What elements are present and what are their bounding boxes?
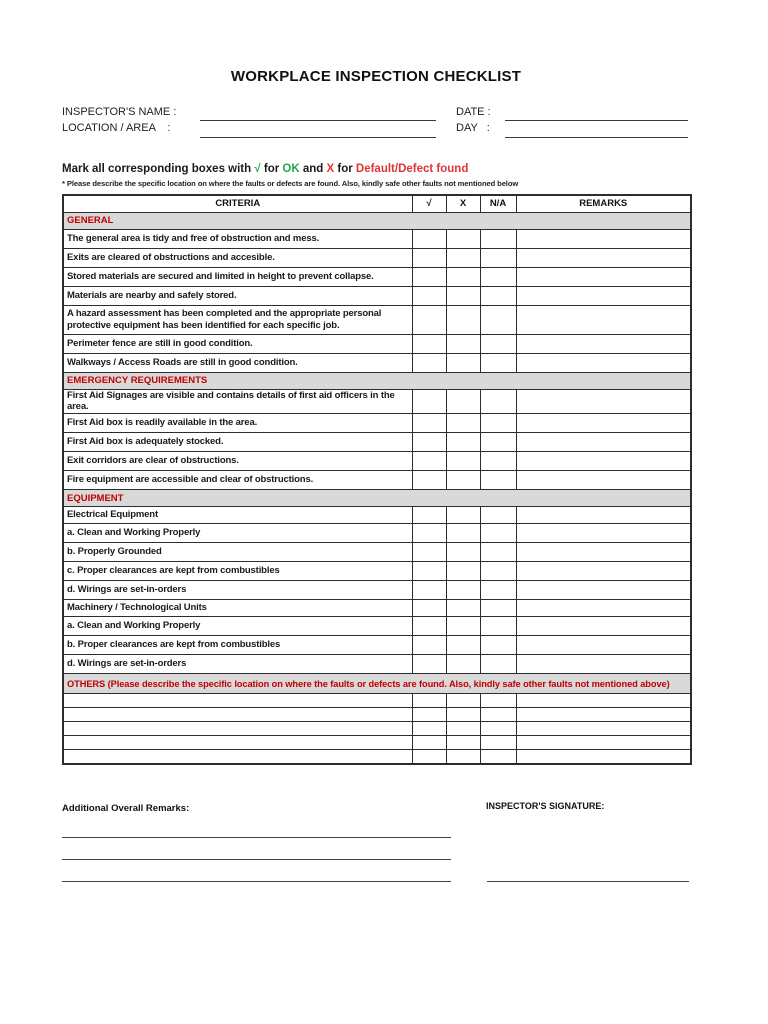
criteria-cell: Exit corridors are clear of obstructions.: [63, 452, 412, 471]
x-cell[interactable]: [446, 286, 480, 305]
blank-row: [63, 722, 691, 736]
blank-criteria-cell[interactable]: [63, 708, 412, 722]
section-header-row: [63, 490, 691, 507]
criteria-row: [63, 414, 691, 433]
x-cell[interactable]: [446, 389, 480, 414]
criteria-cell: c. Proper clearances are kept from combustibles: [63, 562, 412, 581]
additional-remarks-label: Additional Overall Remarks:: [62, 803, 190, 814]
criteria-cell: a. Clean and Working Properly: [63, 617, 412, 636]
na-cell[interactable]: [480, 708, 516, 722]
check-cell[interactable]: [412, 750, 446, 764]
table-header-row: [63, 195, 691, 212]
criteria-row: [63, 389, 691, 414]
remarks-cell[interactable]: [516, 617, 691, 636]
criteria-row: [63, 353, 691, 372]
blank-criteria-cell[interactable]: [63, 722, 412, 736]
section-header-row: [63, 674, 691, 694]
na-cell[interactable]: [480, 524, 516, 543]
na-cell[interactable]: [480, 694, 516, 708]
na-column-header: N/A: [480, 195, 516, 212]
remarks-cell[interactable]: [516, 433, 691, 452]
remarks-cell[interactable]: [516, 694, 691, 708]
remarks-cell[interactable]: [516, 229, 691, 248]
date-line[interactable]: [505, 120, 688, 121]
remarks-cell[interactable]: [516, 389, 691, 414]
criteria-cell: First Aid box is readily available in the area.: [63, 414, 412, 433]
remarks-cell[interactable]: [516, 581, 691, 600]
instruction-segment: Default/Defect found: [355, 163, 469, 175]
remarks-line-2[interactable]: [62, 859, 451, 860]
inspector-signature-label: INSPECTOR'S SIGNATURE:: [486, 801, 605, 811]
check-cell[interactable]: [412, 229, 446, 248]
check-cell[interactable]: [412, 694, 446, 708]
remarks-cell[interactable]: [516, 286, 691, 305]
criteria-row: [63, 248, 691, 267]
na-cell[interactable]: [480, 636, 516, 655]
criteria-cell: The general area is tidy and free of obstruction and mess.: [63, 229, 412, 248]
na-cell[interactable]: [480, 722, 516, 736]
criteria-cell: Fire equipment are accessible and clear of obstructions.: [63, 471, 412, 490]
na-cell[interactable]: [480, 562, 516, 581]
x-cell[interactable]: [446, 636, 480, 655]
criteria-cell: Materials are nearby and safely stored.: [63, 286, 412, 305]
check-cell[interactable]: [412, 636, 446, 655]
x-cell[interactable]: [446, 414, 480, 433]
criteria-cell: Exits are cleared of obstructions and accesible.: [63, 248, 412, 267]
criteria-cell: Walkways / Access Roads are still in good condition.: [63, 353, 412, 372]
remarks-cell[interactable]: [516, 353, 691, 372]
remarks-cell[interactable]: [516, 267, 691, 286]
criteria-cell: Stored materials are secured and limited in height to prevent collapse.: [63, 267, 412, 286]
instruction-segment: X: [326, 163, 335, 175]
criteria-row: [63, 562, 691, 581]
na-cell[interactable]: [480, 433, 516, 452]
criteria-cell: Perimeter fence are still in good condition.: [63, 334, 412, 353]
criteria-row: [63, 507, 691, 524]
check-cell[interactable]: [412, 736, 446, 750]
remarks-cell[interactable]: [516, 248, 691, 267]
remarks-cell[interactable]: [516, 708, 691, 722]
na-cell[interactable]: [480, 414, 516, 433]
criteria-row: [63, 636, 691, 655]
page-title: WORKPLACE INSPECTION CHECKLIST: [230, 68, 522, 85]
blank-row: [63, 750, 691, 764]
criteria-cell: b. Properly Grounded: [63, 543, 412, 562]
x-cell[interactable]: [446, 708, 480, 722]
x-cell[interactable]: [446, 248, 480, 267]
blank-criteria-cell[interactable]: [63, 694, 412, 708]
na-cell[interactable]: [480, 305, 516, 334]
check-cell[interactable]: [412, 433, 446, 452]
criteria-row: [63, 305, 691, 334]
blank-row: [63, 736, 691, 750]
remarks-cell[interactable]: [516, 750, 691, 764]
remarks-cell[interactable]: [516, 305, 691, 334]
x-cell[interactable]: [446, 305, 480, 334]
x-cell[interactable]: [446, 562, 480, 581]
check-cell[interactable]: [412, 305, 446, 334]
na-cell[interactable]: [480, 353, 516, 372]
criteria-row: [63, 334, 691, 353]
inspector-name-line[interactable]: [200, 120, 436, 121]
remarks-cell[interactable]: [516, 600, 691, 617]
section-title-cell: OTHERS (Please describe the specific location on where the faults or defects are found. Also, kindly safe other faults not mentioned above): [63, 674, 691, 694]
remarks-line-1[interactable]: [62, 837, 451, 838]
check-cell[interactable]: [412, 353, 446, 372]
criteria-column-header: CRITERIA: [63, 195, 412, 212]
na-cell[interactable]: [480, 452, 516, 471]
x-cell[interactable]: [446, 581, 480, 600]
x-cell[interactable]: [446, 722, 480, 736]
na-cell[interactable]: [480, 543, 516, 562]
check-cell[interactable]: [412, 600, 446, 617]
check-cell[interactable]: [412, 471, 446, 490]
criteria-row: [63, 229, 691, 248]
x-cell[interactable]: [446, 617, 480, 636]
criteria-cell: a. Clean and Working Properly: [63, 524, 412, 543]
criteria-cell: First Aid Signages are visible and contains details of first aid officers in the area.: [63, 389, 412, 414]
na-cell[interactable]: [480, 750, 516, 764]
blank-criteria-cell[interactable]: [63, 736, 412, 750]
x-cell[interactable]: [446, 524, 480, 543]
location-area-line[interactable]: [200, 137, 436, 138]
remarks-cell[interactable]: [516, 452, 691, 471]
marking-instruction: [62, 163, 468, 175]
remarks-column-header: REMARKS: [516, 195, 691, 212]
blank-row: [63, 694, 691, 708]
section-title-cell: EQUIPMENT: [63, 490, 691, 507]
criteria-row: [63, 581, 691, 600]
criteria-row: [63, 655, 691, 674]
section-header-row: [63, 372, 691, 389]
instruction-segment: Mark all corresponding boxes with: [62, 163, 255, 175]
criteria-row: [63, 433, 691, 452]
check-cell[interactable]: [412, 722, 446, 736]
remarks-cell[interactable]: [516, 414, 691, 433]
criteria-row: [63, 617, 691, 636]
instruction-segment: and: [299, 163, 327, 175]
criteria-cell: First Aid box is adequately stocked.: [63, 433, 412, 452]
check-cell[interactable]: [412, 524, 446, 543]
signature-line[interactable]: [487, 881, 689, 882]
na-cell[interactable]: [480, 507, 516, 524]
x-cell[interactable]: [446, 507, 480, 524]
na-cell[interactable]: [480, 471, 516, 490]
na-cell[interactable]: [480, 655, 516, 674]
check-cell[interactable]: [412, 617, 446, 636]
criteria-row: [63, 524, 691, 543]
check-cell[interactable]: [412, 248, 446, 267]
na-cell[interactable]: [480, 334, 516, 353]
remarks-cell[interactable]: [516, 655, 691, 674]
x-cell[interactable]: [446, 433, 480, 452]
check-cell[interactable]: [412, 581, 446, 600]
blank-criteria-cell[interactable]: [63, 750, 412, 764]
check-column-header: √: [412, 195, 446, 212]
check-cell[interactable]: [412, 414, 446, 433]
na-cell[interactable]: [480, 389, 516, 414]
x-column-header: X: [446, 195, 480, 212]
check-cell[interactable]: [412, 389, 446, 414]
day-line[interactable]: [505, 137, 688, 138]
criteria-cell: Electrical Equipment: [63, 507, 412, 524]
check-cell[interactable]: [412, 452, 446, 471]
na-cell[interactable]: [480, 617, 516, 636]
x-cell[interactable]: [446, 334, 480, 353]
criteria-cell: b. Proper clearances are kept from combustibles: [63, 636, 412, 655]
x-cell[interactable]: [446, 694, 480, 708]
location-area-label: LOCATION / AREA :: [62, 122, 171, 134]
section-title-cell: GENERAL: [63, 212, 691, 229]
remarks-cell[interactable]: [516, 562, 691, 581]
na-cell[interactable]: [480, 286, 516, 305]
na-cell[interactable]: [480, 248, 516, 267]
criteria-row: [63, 286, 691, 305]
criteria-cell: Machinery / Technological Units: [63, 600, 412, 617]
section-title-cell: EMERGENCY REQUIREMENTS: [63, 372, 691, 389]
criteria-cell: d. Wirings are set-in-orders: [63, 655, 412, 674]
check-cell[interactable]: [412, 708, 446, 722]
marking-instruction-note: * Please describe the specific location on where the faults or defects are found. Also, kindly safe other faults not mentioned below: [62, 179, 519, 188]
instruction-segment: for: [334, 163, 356, 175]
remarks-cell[interactable]: [516, 543, 691, 562]
na-cell[interactable]: [480, 600, 516, 617]
remarks-line-3[interactable]: [62, 881, 451, 882]
criteria-row: [63, 600, 691, 617]
remarks-cell[interactable]: [516, 736, 691, 750]
check-cell[interactable]: [412, 655, 446, 674]
x-cell[interactable]: [446, 471, 480, 490]
criteria-row: [63, 452, 691, 471]
section-header-row: [63, 212, 691, 229]
na-cell[interactable]: [480, 267, 516, 286]
remarks-cell[interactable]: [516, 722, 691, 736]
x-cell[interactable]: [446, 736, 480, 750]
criteria-row: [63, 543, 691, 562]
na-cell[interactable]: [480, 736, 516, 750]
remarks-cell[interactable]: [516, 334, 691, 353]
x-cell[interactable]: [446, 353, 480, 372]
remarks-cell[interactable]: [516, 524, 691, 543]
check-cell[interactable]: [412, 267, 446, 286]
na-cell[interactable]: [480, 229, 516, 248]
instruction-segment: OK: [282, 163, 300, 175]
inspector-name-label: INSPECTOR'S NAME :: [62, 106, 177, 118]
check-cell[interactable]: [412, 286, 446, 305]
blank-row: [63, 708, 691, 722]
instruction-segment: for: [263, 163, 283, 175]
check-cell[interactable]: [412, 543, 446, 562]
check-cell[interactable]: [412, 562, 446, 581]
date-label: DATE :: [456, 106, 491, 118]
criteria-row: [63, 267, 691, 286]
x-cell[interactable]: [446, 600, 480, 617]
check-cell[interactable]: [412, 507, 446, 524]
check-cell[interactable]: [412, 334, 446, 353]
remarks-cell[interactable]: [516, 636, 691, 655]
checklist-table: [62, 194, 692, 765]
criteria-cell: A hazard assessment has been completed and the appropriate personal protective equipment has been identified for each specific job.: [63, 305, 412, 334]
remarks-cell[interactable]: [516, 471, 691, 490]
x-cell[interactable]: [446, 452, 480, 471]
remarks-cell[interactable]: [516, 507, 691, 524]
criteria-row: [63, 471, 691, 490]
day-label: DAY :: [456, 122, 490, 134]
x-cell[interactable]: [446, 267, 480, 286]
x-cell[interactable]: [446, 750, 480, 764]
instruction-segment: √: [254, 163, 264, 175]
na-cell[interactable]: [480, 581, 516, 600]
criteria-cell: d. Wirings are set-in-orders: [63, 581, 412, 600]
x-cell[interactable]: [446, 543, 480, 562]
x-cell[interactable]: [446, 229, 480, 248]
x-cell[interactable]: [446, 655, 480, 674]
